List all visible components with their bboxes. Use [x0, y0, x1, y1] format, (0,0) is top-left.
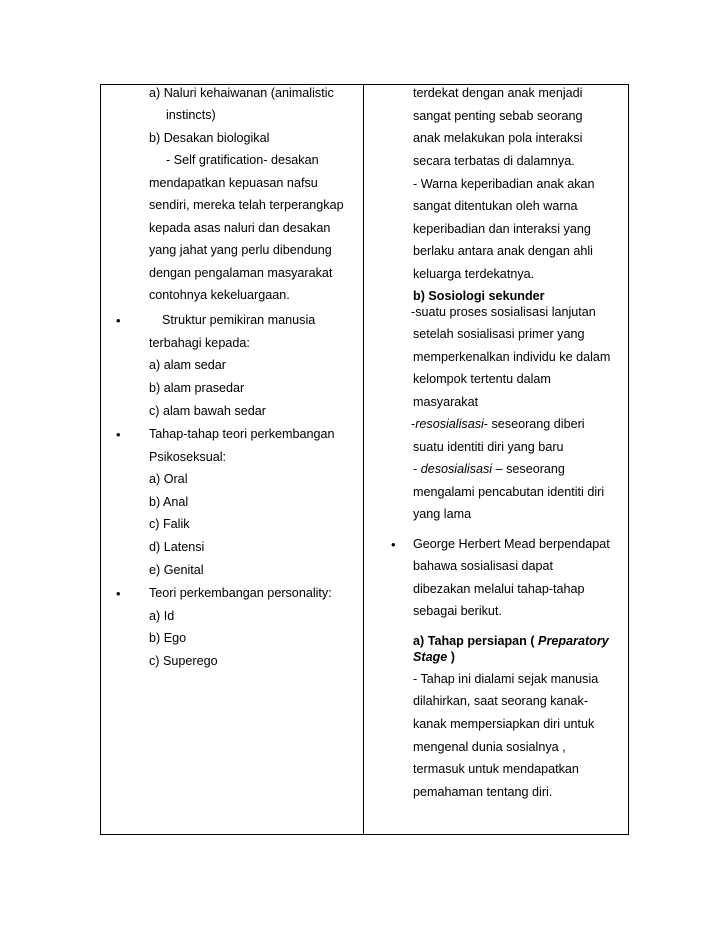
bullet-icon: •: [116, 427, 121, 442]
text-line: a) Naluri kehaiwanan (animalistic: [149, 86, 334, 100]
text-line: instincts): [166, 108, 216, 122]
section-heading: b) Sosiologi sekunder: [413, 289, 545, 303]
text-line: - Warna keperibadian anak akan: [413, 177, 595, 191]
text-line: e) Genital: [149, 563, 204, 577]
text-line: bahawa sosialisasi dapat: [413, 559, 554, 573]
text-line: dilahirkan, saat seorang kanak-: [413, 694, 589, 708]
text-line: yang lama: [413, 507, 472, 521]
text-line: memperkenalkan individu ke dalam: [413, 350, 611, 364]
text-line: mengalami pencabutan identiti diri: [413, 485, 605, 499]
text-line: dibezakan melalui tahap-tahap: [413, 582, 585, 596]
text-line: sangat penting sebab seorang: [413, 109, 583, 123]
column-divider: [363, 84, 364, 835]
text-line: - desosialisasi – seseorang: [413, 462, 565, 476]
text-line: a) Id: [149, 609, 175, 623]
section-heading: Stage ): [413, 650, 455, 664]
text-line: - Self gratification- desakan: [166, 153, 319, 167]
text-line: c) alam bawah sedar: [149, 404, 266, 418]
text-line: mendapatkan kepuasan nafsu: [149, 176, 318, 190]
text-line: c) Superego: [149, 654, 218, 668]
text-line: suatu identiti diri yang baru: [413, 440, 564, 454]
text-line: berlaku antara anak dengan ahli: [413, 244, 593, 258]
text-line: Teori perkembangan personality:: [149, 586, 332, 600]
text-line: terbahagi kepada:: [149, 336, 250, 350]
text-line: a) Oral: [149, 472, 188, 486]
text-line: contohnya kekeluargaan.: [149, 288, 290, 302]
text-line: - Tahap ini dialami sejak manusia: [413, 672, 599, 686]
text-line: -suatu proses sosialisasi lanjutan: [411, 305, 596, 319]
text-line: b) Desakan biologikal: [149, 131, 270, 145]
text-line: -resosialisasi- seseorang diberi: [411, 417, 585, 431]
text-line: setelah sosialisasi primer yang: [413, 327, 585, 341]
text-line: keperibadian dan interaksi yang: [413, 222, 591, 236]
section-heading: a) Tahap persiapan ( Preparatory: [413, 634, 609, 648]
text-line: pemahaman tentang diri.: [413, 785, 553, 799]
text-line: masyarakat: [413, 395, 479, 409]
text-line: kanak mempersiapkan diri untuk: [413, 717, 595, 731]
text-line: George Herbert Mead berpendapat: [413, 537, 610, 551]
text-line: anak melakukan pola interaksi: [413, 131, 583, 145]
text-line: mengenal dunia sosialnya ,: [413, 740, 566, 754]
text-line: termasuk untuk mendapatkan: [413, 762, 579, 776]
text-line: kelompok tertentu dalam: [413, 372, 551, 386]
text-line: Tahap-tahap teori perkembangan: [149, 427, 335, 441]
text-line: terdekat dengan anak menjadi: [413, 86, 583, 100]
text-line: b) alam prasedar: [149, 381, 245, 395]
text-line: Struktur pemikiran manusia: [162, 313, 316, 327]
text-line: c) Falik: [149, 517, 190, 531]
text-line: dengan pengalaman masyarakat: [149, 266, 333, 280]
text-line: b) Anal: [149, 495, 189, 509]
text-line: secara terbatas di dalamnya.: [413, 154, 575, 168]
text-line: b) Ego: [149, 631, 187, 645]
text-line: Psikoseksual:: [149, 450, 226, 464]
text-line: d) Latensi: [149, 540, 205, 554]
bullet-icon: •: [116, 313, 121, 328]
text-line: kepada asas naluri dan desakan: [149, 221, 331, 235]
text-line: sendiri, mereka telah terperangkap: [149, 198, 344, 212]
text-line: keluarga terdekatnya.: [413, 267, 535, 281]
text-line: sangat ditentukan oleh warna: [413, 199, 578, 213]
text-line: yang jahat yang perlu dibendung: [149, 243, 332, 257]
bullet-icon: •: [391, 537, 396, 552]
text-line: sebagai berikut.: [413, 604, 502, 618]
text-line: a) alam sedar: [149, 358, 226, 372]
bullet-icon: •: [116, 586, 121, 601]
